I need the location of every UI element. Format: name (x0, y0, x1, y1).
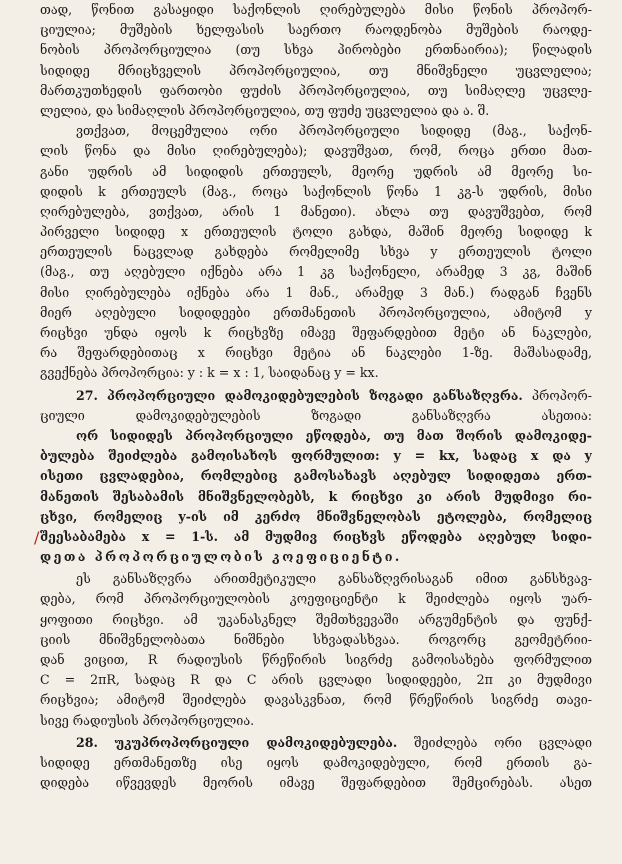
text-line: პირველი სიდიდე x ერთეულის ტოლი გახდა, მაშინ მეორე სიდიდე k (40, 224, 592, 240)
definition-line: მანეთის შესაბამის მნიშვნელობებს, k რიცხვი კი არის მუდმივი რი- (40, 488, 592, 504)
section-title: პროპორციული დამოკიდებულების ზოგადი განსაზღვრა. (107, 387, 523, 403)
section-28 (40, 733, 592, 794)
text-line: ლელია, და სიმაღლის პროპორციულია, თუ ფუძე უცვლელია და ა. შ. (40, 102, 490, 118)
section-heading-line (40, 733, 592, 753)
text-line: განი უდრის ამ სიდიდის ერთეულს, მეორე უდრის ამ მეორე სი- (40, 163, 592, 179)
section-text-start: შეიძლება ორი ცვლადი (413, 734, 592, 750)
section-title: უკუპროპორციული დამოკიდებულება. (114, 734, 398, 750)
text-line: მართკუთხედის ფართობი ფუძის პროპორციულია, თუ სიმაღლე უცვლე- (40, 82, 592, 98)
text-line: ღირებულება, ვთქვათ, არის 1 მანეთი). ახლა თუ დავუშვებთ, რომ (40, 203, 592, 219)
definition-line: შეესაბამება x = 1-ს. ამ მუდმივ რიცხვს ეწოდება აღებულ სიდი- (40, 528, 592, 544)
text-line: სივე რადიუსის პროპორციულია. (40, 712, 255, 728)
section-number: 27. (76, 387, 98, 403)
text-line: C = 2πR, სადაც R და C არის ცვლადი სიდიდეები, 2π კი მუდმივი (40, 672, 592, 688)
text-line: რიცხვია; ამიტომ შეიძლება დავასკვნათ, რომ წრეწირის სიგრძე თავი- (40, 692, 592, 708)
definition-line: ცხვი, რომელიც y-ის იმ კერძო მნიშვნელობას ეტოლება, რომელიც (40, 508, 592, 524)
text-line: ყოფითი რიცხვი. ამ უკანასკნელ შემთხვევაში არგუმენტის და ფუნქ- (40, 611, 592, 627)
section-27 (40, 386, 592, 568)
section-number: 28. (76, 734, 98, 750)
text-line: სიდიდე მრიცხველის პროპორციულია, თუ მნიშვნელი უცვლელია; (40, 62, 592, 78)
text-line: გვექნება პროპორცია: y : k = x : 1, საიდანაც y = kx. (40, 365, 379, 381)
paragraph-proportional-examples (40, 0, 592, 384)
section-title-tail: პროპორ- (531, 387, 592, 403)
text-line: დან ვიცით, R რადიუსის წრეწირის სიგრძე გამოისახება ფორმულით (40, 652, 592, 667)
text-line: დიდება იწვევდეს მეორის იმავე შეფარდებით შემცირებას. ასეთ (40, 775, 592, 791)
text-line: მიერ აღებული სიდიდეები ერთმანეთის პროპორციულია, ამიტომ y (40, 304, 592, 320)
text-line: რა შეფარდებითაც x რიცხვი მეტია ან ნაკლები 1-ზე. მაშასადამე, (40, 345, 592, 361)
text-line: დიდის k ერთეულს (მაგ., როცა საქონლის წონა 1 კგ-ს უდრის, მისი (40, 183, 592, 199)
text-line: ვთქვათ, მოცემულია ორი პროპორციული სიდიდე (მაგ., საქონ- (76, 123, 592, 139)
definition-line: ისეთი ცვლადებია, რომლებიც გამოსახავს აღებულ სიდიდეთა ერთ- (40, 468, 592, 484)
margin-pen-mark: / (34, 528, 40, 547)
text-line: ციული დამოკიდებულების ზოგადი განსაზღვრა ასეთია: (40, 407, 592, 423)
definition-line: დეთა პროპორციულობის კოეფიციენტი. (40, 549, 402, 565)
text-line: (მაგ., თუ აღებული იქნება არა 1 კგ საქონელი, არამედ 3 კგ, მაშინ (40, 264, 592, 280)
text-line: ციულია; მუშების ხელფასის საერთო რაოდენობა მუშების რაოდე- (40, 22, 592, 38)
definition-line: ორ სიდიდეს პროპორციული ეწოდება, თუ მათ შორის დამოკიდე- (76, 427, 592, 443)
text-line: ნობის პროპორციულია (თუ სხვა პირობები ერთნაირია); წილადის (40, 42, 592, 58)
text-line: დება, რომ პროპორციულობის კოეფიციენტი k შეიძლება იყოს უარ- (40, 591, 592, 607)
text-line: ლის წონა და მისი ღირებულება); დავუშვათ, რომ, როცა ერთი მათ- (40, 143, 592, 159)
text-line: რიცხვი უნდა იყოს k რიცხვზე იმავე შეფარდებით მეტი ან ნაკლები, (40, 325, 592, 340)
text-line: ეს განსაზღვრა არითმეტიკული განსაზღვრისაგან იმით განსხვავ- (76, 571, 592, 587)
text-line: თად, წონით გასაყიდი საქონლის ღირებულება მისი წონის პროპორ- (40, 2, 592, 17)
text-line: სიდიდე ერთმანეთზე ისე იყოს დამოკიდებული, რომ ერთის გა- (40, 754, 592, 770)
text-line: მისი ღირებულება იქნება არა 1 მან., არამედ 3 მან.) რადგან ჩვენს (40, 284, 592, 300)
section-heading-line (40, 386, 592, 406)
text-line: ციის მნიშვნელობათა ნიშნები სხვადასხვაა. როგორც გეომეტრიი- (40, 631, 592, 647)
definition-line: ბულება შეიძლება გამოისახოს ფორმულით: y = kx, სადაც x და y (40, 448, 592, 464)
text-line: ერთეულის ნაცვლად გახდება რომელიმე სხვა y ერთეულის ტოლი (40, 244, 592, 260)
paragraph-negative-coefficient (40, 569, 592, 731)
